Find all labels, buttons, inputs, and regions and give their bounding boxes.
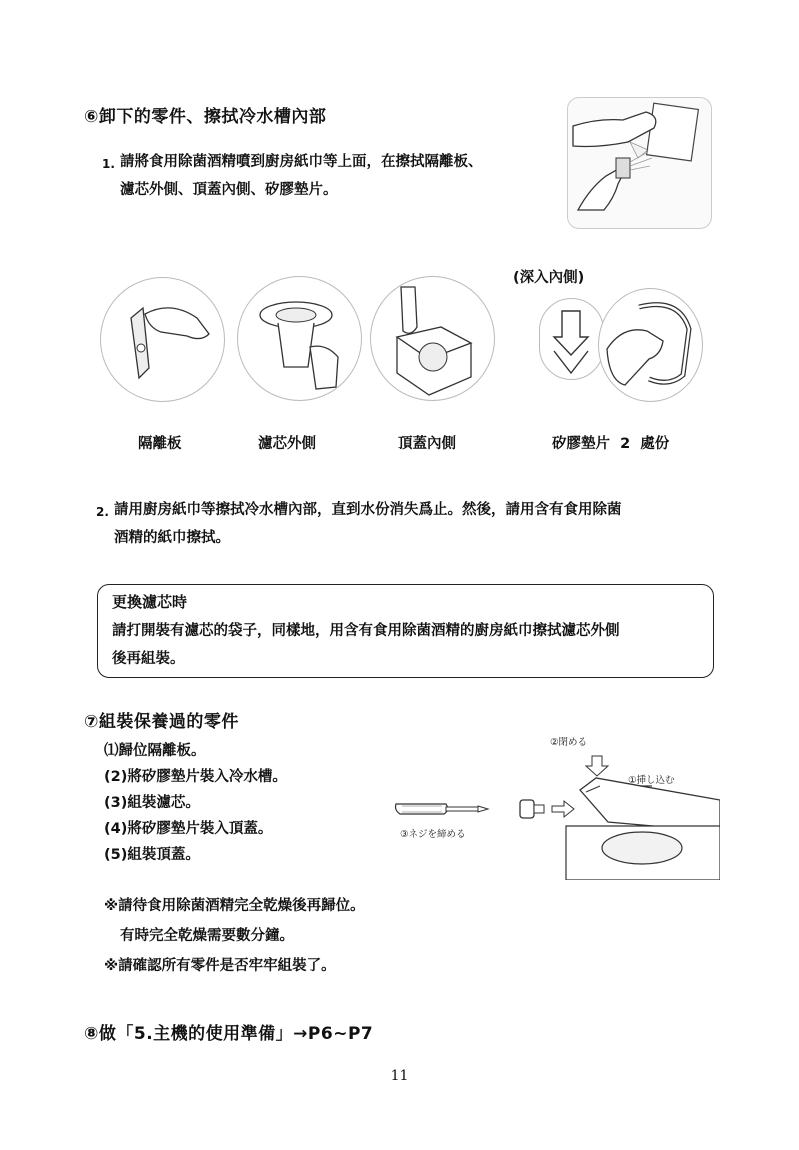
filter-outer-photo <box>237 276 362 401</box>
caption-silicone-gasket: 矽膠墊片 2 處份 <box>552 436 670 452</box>
step2-line1: 請用廚房紙巾等擦拭冷水槽內部，直到水份消失爲止。然後，請用含有食用除菌 <box>114 502 622 518</box>
assembly-step: ⑴歸位隔離板。 <box>104 743 206 759</box>
step1-number: 1. <box>102 157 115 171</box>
silicone-gasket-photo <box>598 288 703 402</box>
assembly-steps <box>104 738 287 868</box>
section6-heading: ⑥卸下的零件、擦拭冷水槽內部 <box>84 107 327 127</box>
arrow-down-icon <box>540 299 603 379</box>
assembly-step: (5)組裝頂蓋。 <box>104 847 200 863</box>
spray-photo <box>567 97 712 229</box>
dry-note-detail: 有時完全乾燥需要數分鐘。 <box>120 928 294 944</box>
deep-inside-label: (深入內側) <box>513 270 585 286</box>
separator-plate-photo <box>100 277 225 402</box>
assembly-illustration <box>390 730 720 880</box>
note-line1: 請打開裝有濾芯的袋子，同樣地，用含有食用除菌酒精的廚房紙巾擦拭濾芯外側 <box>112 623 620 639</box>
section7-heading: ⑦組裝保養過的零件 <box>84 712 239 732</box>
label-close: ②閉める <box>550 737 588 748</box>
filter-illustration <box>238 277 361 400</box>
spray-illustration <box>568 98 711 228</box>
caption-separator-plate: 隔離板 <box>138 436 182 452</box>
caption-lid-inner: 頂蓋內側 <box>398 436 456 452</box>
dry-note: ※請待食用除菌酒精完全乾燥後再歸位。 <box>104 898 365 914</box>
lid-inner-photo <box>370 276 495 401</box>
step2-number: 2. <box>96 505 109 519</box>
section8-heading: ⑧做「5.主機的使用準備」→P6~P7 <box>84 1024 374 1044</box>
assembly-check-note: ※請確認所有零件是否牢牢組裝了。 <box>104 958 336 974</box>
step1-line1: 請將食用除菌酒精噴到廚房紙巾等上面，在擦拭隔離板、 <box>120 154 483 170</box>
label-insert: ①挿し込む <box>628 775 675 786</box>
separator-plate-illustration <box>101 278 224 401</box>
label-screw: ③ネジを締める <box>400 829 466 840</box>
gasket-illustration <box>599 289 702 401</box>
assembly-step: (3)組裝濾芯。 <box>104 795 200 811</box>
step2-line2: 酒精的紙巾擦拭。 <box>114 530 230 546</box>
caption-filter-outer: 濾芯外側 <box>258 436 316 452</box>
assembly-diagram <box>390 730 720 880</box>
assembly-step: (2)將矽膠墊片裝入冷水槽。 <box>104 769 287 785</box>
note-line2: 後再組裝。 <box>112 651 185 667</box>
step1-line2: 濾芯外側、頂蓋內側、矽膠墊片。 <box>120 182 338 198</box>
page-number: 11 <box>390 1068 409 1084</box>
note-title: 更換濾芯時 <box>112 593 188 611</box>
lid-illustration <box>371 277 494 400</box>
filter-replacement-note <box>97 584 714 678</box>
note-body <box>112 617 707 673</box>
assembly-step: (4)將矽膠墊片裝入頂蓋。 <box>104 821 273 837</box>
deep-inside-detail <box>539 298 604 380</box>
